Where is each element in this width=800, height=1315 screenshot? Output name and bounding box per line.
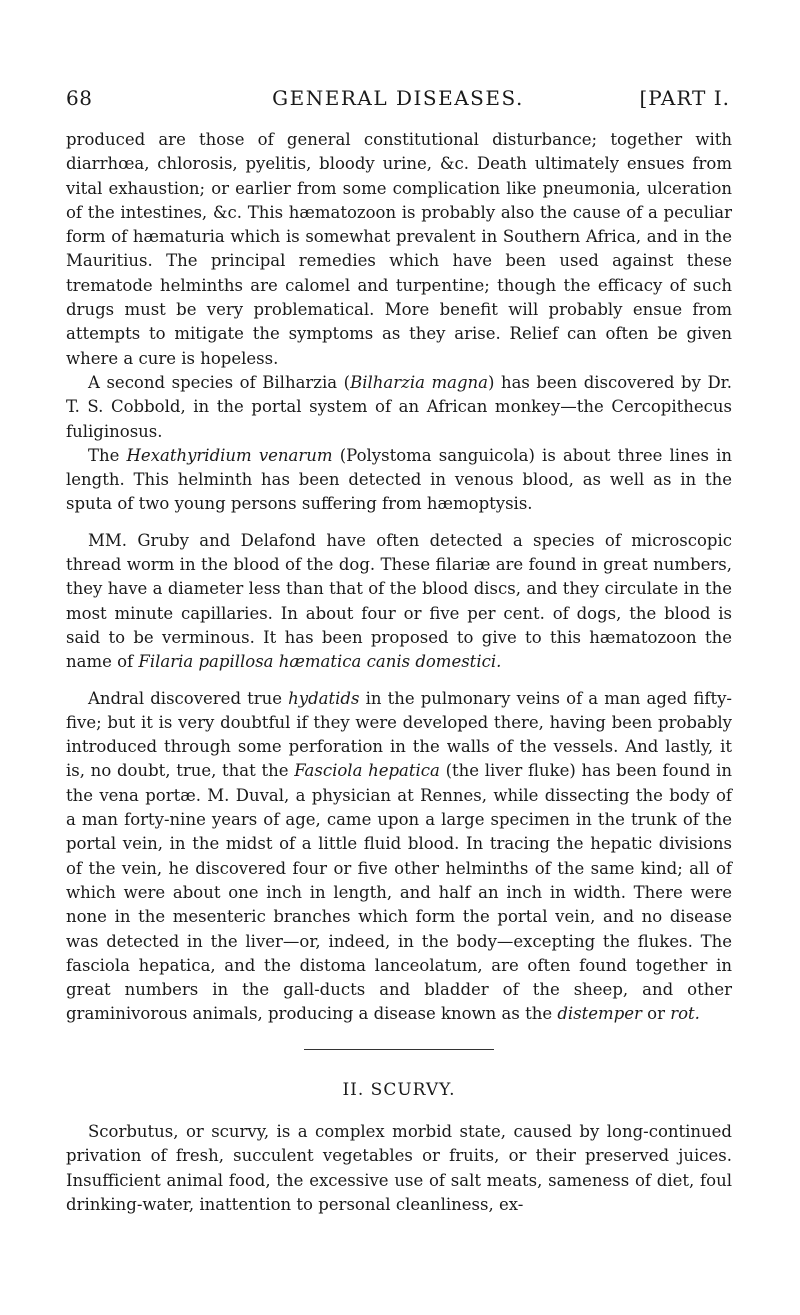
running-header xyxy=(66,86,730,108)
part-label: [PART I. xyxy=(639,86,730,110)
term: hydatids xyxy=(288,688,360,708)
paragraph-filaria: MM. Gruby and Delafond have often detected a species of microscopic thread worm in the blood of the dog. These filariæ are found in great numbers, they have a diameter less than that of the blood discs, and they circulate in the most minute capillaries. In about four or five per cent. of dogs, the blood is said to be verminous. It has been proposed to give to this hæmatozoon the name of Filaria papillosa hæmatica canis domestici. xyxy=(66,530,732,672)
species-name: Filaria papillosa hæmatica canis domestici. xyxy=(138,652,502,672)
species-name: Bilharzia magna xyxy=(350,372,488,392)
term: distemper xyxy=(557,1004,642,1024)
paragraph-bilharzia-magna: A second species of Bilharzia (Bilharzia magna) has been discovered by Dr. T. S. Cobbold, in the portal system of an African monkey—the Cercopithecus fuliginosus. xyxy=(66,372,732,441)
section-heading-scurvy: II. SCURVY. xyxy=(342,1079,456,1100)
section-divider xyxy=(304,1049,494,1050)
page-number: 68 xyxy=(66,86,93,110)
paragraph-hexathyridium: The Hexathyridium venarum (Polystoma sanguicola) is about three lines in length. This helminth has been detected in venous blood, as well as in the sputa of two young persons suffering from hæmoptysis. xyxy=(66,445,732,514)
paragraph-hydatids-fluke: Andral discovered true hydatids in the pulmonary veins of a man aged fifty-five; but it is very doubtful if they were developed there, having been probably introduced through some perforation in the walls of the vessels. And lastly, it is, no doubt, true, that the Fasciola hepatica (the liver fluke) has been found in the vena portæ. M. Duval, a physician at Rennes, while dissecting the body of a man forty-nine years of age, came upon a large specimen in the trunk of the portal vein, in the midst of a little fluid blood. In tracing the hepatic divisions of the vein, he discovered four or five other helminths of the same kind; all of which were about one inch in length, and half an inch in width. There were none in the mesenteric branches which form the portal vein, and no disease was detected in the liver—or, indeed, in the body—excepting the flukes. The fasciola hepatica, and the distoma lanceolatum, are often found together in great numbers in the gall-ducts and bladder of the sheep, and other graminivorous animals, producing a disease known as the distemper or rot. xyxy=(66,688,732,1024)
species-name: Hexathyridium venarum xyxy=(126,445,333,465)
term: rot. xyxy=(670,1004,700,1024)
paragraph-bilharzia-symptoms: produced are those of general constitutional disturbance; together with diarrhœa, chlorosis, pyelitis, bloody urine, &c. Death ultimately ensues from vital exhaustion; or earlier from some complication like pneumonia, ulceration of the intestines, &c. This hæmatozoon is probably also the cause of a peculiar form of hæmaturia which is somewhat prevalent in Southern Africa, and in the Mauritius. The principal remedies which have been used against these trematode helminths are calomel and turpentine; though the efficacy of such drugs must be very problematical. More benefit will probably ensue from attempts to mitigate the symptoms as they arise. Relief can often be given where a cure is hopeless. xyxy=(66,130,732,368)
species-name: Fasciola hepatica xyxy=(294,761,440,781)
paragraph-scurvy: Scorbutus, or scurvy, is a complex morbid state, caused by long-continued privation of fresh, succulent vegetables or fruits, or their preserved juices. Insufficient animal food, the excessive use of salt meats, sameness of diet, foul drinking-water, inattention to personal cleanliness, ex- xyxy=(66,1121,732,1214)
page-body xyxy=(66,128,732,1217)
running-title: GENERAL DISEASES. xyxy=(272,86,524,110)
